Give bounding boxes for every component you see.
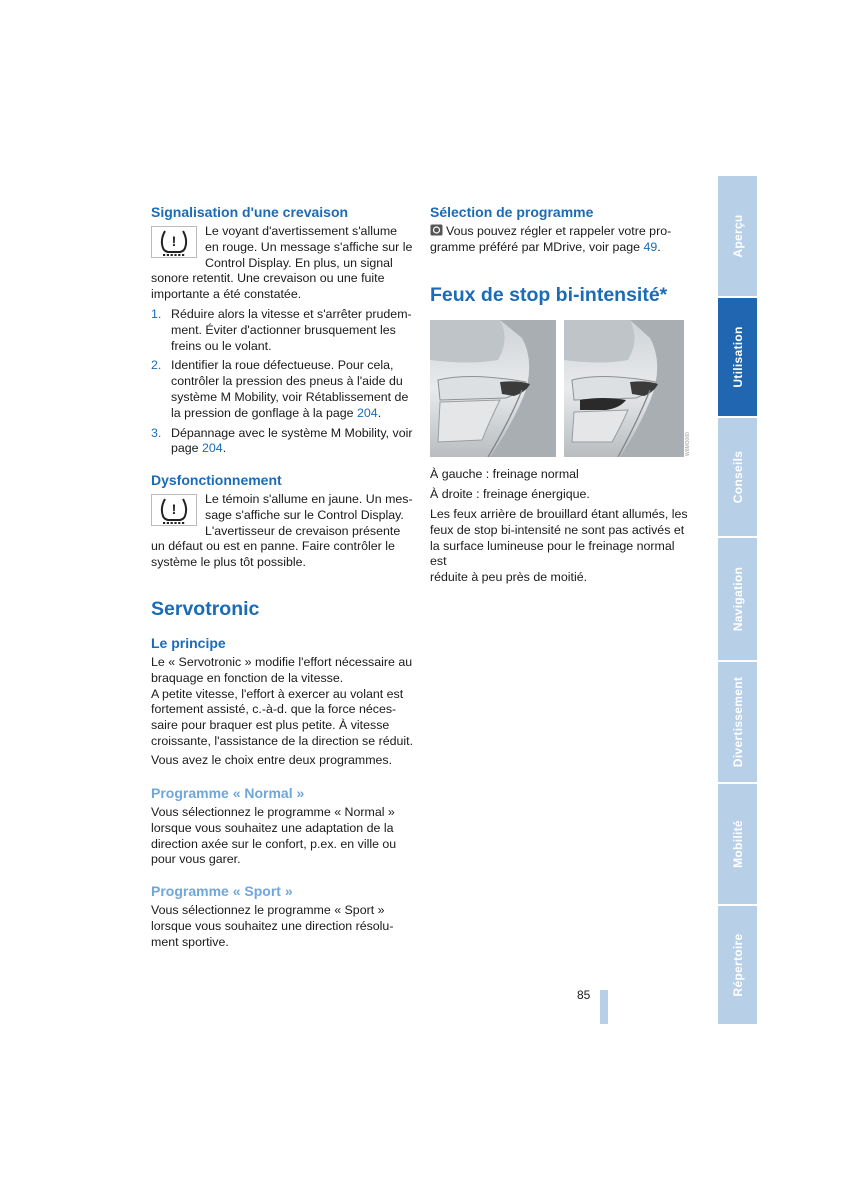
step-2-line: système M Mobility, voir Rétablissement de — [171, 389, 409, 404]
tab-apercu[interactable] — [718, 176, 757, 296]
tab-navigation[interactable] — [718, 538, 757, 660]
crevaison-intro-full — [151, 271, 413, 303]
dysfonctionnement-l3: L'avertisseur de crevaison présente — [205, 523, 401, 538]
crevaison-intro-l5: importante a été constatée. — [151, 286, 302, 301]
crevaison-intro-l3: Control Display. En plus, un signal — [205, 255, 393, 270]
mdrive-button-icon — [430, 224, 443, 236]
selection-line-1 — [430, 224, 692, 240]
dysfonctionnement-intro — [205, 492, 415, 539]
selection-line-2-text: gramme préféré par MDrive, voir page — [430, 239, 644, 254]
tab-divertissement-label: Divertissement — [730, 676, 745, 768]
principe-line: braquage en fonction de la vitesse. — [151, 670, 344, 685]
step-3-line — [171, 441, 415, 457]
crevaison-intro-l2: en rouge. Un message s'affiche sur le — [205, 239, 413, 254]
malfunction-icon-exclaim: ! — [171, 501, 177, 517]
dysfonctionnement-l1: Le témoin s'allume en jaune. Un mes- — [205, 492, 413, 506]
servotronic-heading: Servotronic — [151, 598, 260, 620]
principe-line: fortement assisté, c.-à-d. que la force néces- — [151, 702, 397, 717]
step-1-number: 1. — [151, 307, 162, 321]
crevaison-steps — [151, 307, 415, 461]
tab-navigation-label: Navigation — [730, 566, 745, 632]
dysfonctionnement-l4: un défaut ou est en panne. Faire contrôler le — [151, 539, 395, 553]
choix-text: Vous avez le choix entre deux programmes. — [151, 753, 393, 767]
step-3-last-text: page — [171, 441, 203, 456]
step-1-line: ment. Éviter d'actionner brusquement les — [171, 322, 396, 337]
normal-line: Vous sélectionnez le programme « Normal » — [151, 805, 395, 819]
tab-repertoire-label: Répertoire — [730, 933, 745, 997]
step-3 — [151, 426, 415, 458]
step-2-line — [171, 406, 415, 422]
step-3-number: 3. — [151, 425, 162, 440]
normal-body — [151, 805, 413, 868]
crevaison-intro-l4: sonore retentit. Une crevaison ou une fuite — [151, 271, 385, 285]
feux-line: feux de stop bi-intensité ne sont pas activés et — [430, 522, 685, 537]
selection-line-2 — [430, 240, 692, 256]
tab-utilisation-label: Utilisation — [730, 326, 745, 388]
page-link-204[interactable]: 204 — [357, 405, 378, 420]
crevaison-intro-wrap — [205, 224, 415, 271]
sport-line: Vous sélectionnez le programme « Sport » — [151, 903, 385, 917]
step-1 — [151, 307, 415, 354]
sport-body — [151, 903, 413, 950]
step-1-line: freins ou le volant. — [171, 338, 272, 353]
tab-mobilite[interactable] — [718, 784, 757, 904]
tire-icon-exclaim: ! — [171, 233, 177, 249]
page-link-204[interactable]: 204 — [202, 441, 223, 456]
brake-lights-illustration — [430, 320, 691, 457]
programme-normal-heading: Programme « Normal » — [151, 785, 305, 801]
principe-line: Le « Servotronic » modifie l'effort nécessaire au — [151, 655, 413, 669]
selection-body — [430, 224, 692, 256]
image-code: W6MO060 — [685, 432, 691, 456]
tab-conseils-label: Conseils — [730, 450, 745, 504]
programme-sport-heading: Programme « Sport » — [151, 883, 293, 899]
feux-captions — [430, 467, 692, 503]
crevaison-heading: Signalisation d'une crevaison — [151, 204, 349, 220]
tire-pressure-malfunction-icon — [151, 494, 197, 526]
page-number: 85 — [577, 988, 591, 1002]
feux-stop-heading: Feux de stop bi-intensité* — [430, 284, 668, 306]
principe-line: saire pour braquer est plus petite. À vitesse — [151, 718, 390, 733]
feux-line: Les feux arrière de brouillard étant allumés, les — [430, 507, 688, 521]
sport-line: lorsque vous souhaitez une direction résolu- — [151, 918, 394, 933]
normal-line: lorsque vous souhaitez une adaptation de la — [151, 820, 394, 835]
step-2-period: . — [377, 405, 382, 420]
step-2 — [151, 358, 415, 421]
normal-line: pour vous garer. — [151, 852, 241, 867]
car-rear-left-panel — [430, 320, 556, 457]
selection-period: . — [657, 239, 661, 254]
tab-repertoire[interactable] — [718, 906, 757, 1024]
page-marker-bar — [600, 990, 608, 1024]
tab-divertissement[interactable] — [718, 662, 757, 782]
step-2-number: 2. — [151, 358, 162, 373]
selection-heading: Sélection de programme — [430, 204, 594, 220]
dysfonctionnement-full — [151, 539, 413, 571]
tab-mobilite-label: Mobilité — [730, 820, 745, 868]
crevaison-intro-l1: Le voyant d'avertissement s'allume — [205, 224, 398, 238]
step-2-line: Identifier la roue défectueuse. Pour cela, — [171, 358, 394, 373]
page-link-49[interactable]: 49 — [643, 239, 658, 254]
step-3-period: . — [222, 441, 227, 456]
principe-body — [151, 655, 413, 750]
principe-heading: Le principe — [151, 635, 226, 651]
feux-body — [430, 507, 692, 586]
car-rear-right-panel — [564, 320, 684, 457]
dysfonctionnement-heading: Dysfonctionnement — [151, 472, 282, 488]
step-1-line: Réduire alors la vitesse et s'arrêter prudem- — [171, 307, 412, 321]
tab-apercu-label: Aperçu — [730, 214, 745, 258]
principe-line: croissante, l'assistance de la direction se réduit. — [151, 733, 414, 748]
feux-line: réduite à peu près de moitié. — [430, 570, 588, 585]
step-2-line: contrôler la pression des pneus à l'aide du — [171, 374, 403, 389]
dysfonctionnement-l5: système le plus tôt possible. — [151, 554, 306, 569]
dysfonctionnement-l2: sage s'affiche sur le Control Display. — [205, 507, 404, 522]
feux-line: la surface lumineuse pour le freinage normal est — [430, 538, 675, 569]
tab-conseils[interactable] — [718, 418, 757, 536]
caption-right: À droite : freinage énergique. — [430, 486, 590, 501]
section-crevaison — [151, 204, 411, 220]
step-2-last-text: la pression de gonflage à la page — [171, 405, 357, 420]
tire-pressure-warning-icon — [151, 226, 197, 258]
step-3-line: Dépannage avec le système M Mobility, voir — [171, 425, 413, 440]
tab-utilisation[interactable] — [718, 298, 757, 416]
caption-left: À gauche : freinage normal — [430, 467, 579, 481]
selection-line-1-text: Vous pouvez régler et rappeler votre pro- — [446, 224, 672, 238]
sport-line: ment sportive. — [151, 934, 229, 949]
principe-line: A petite vitesse, l'effort à exercer au volant est — [151, 686, 404, 701]
normal-line: direction axée sur le confort, p.ex. en ville ou — [151, 836, 397, 851]
